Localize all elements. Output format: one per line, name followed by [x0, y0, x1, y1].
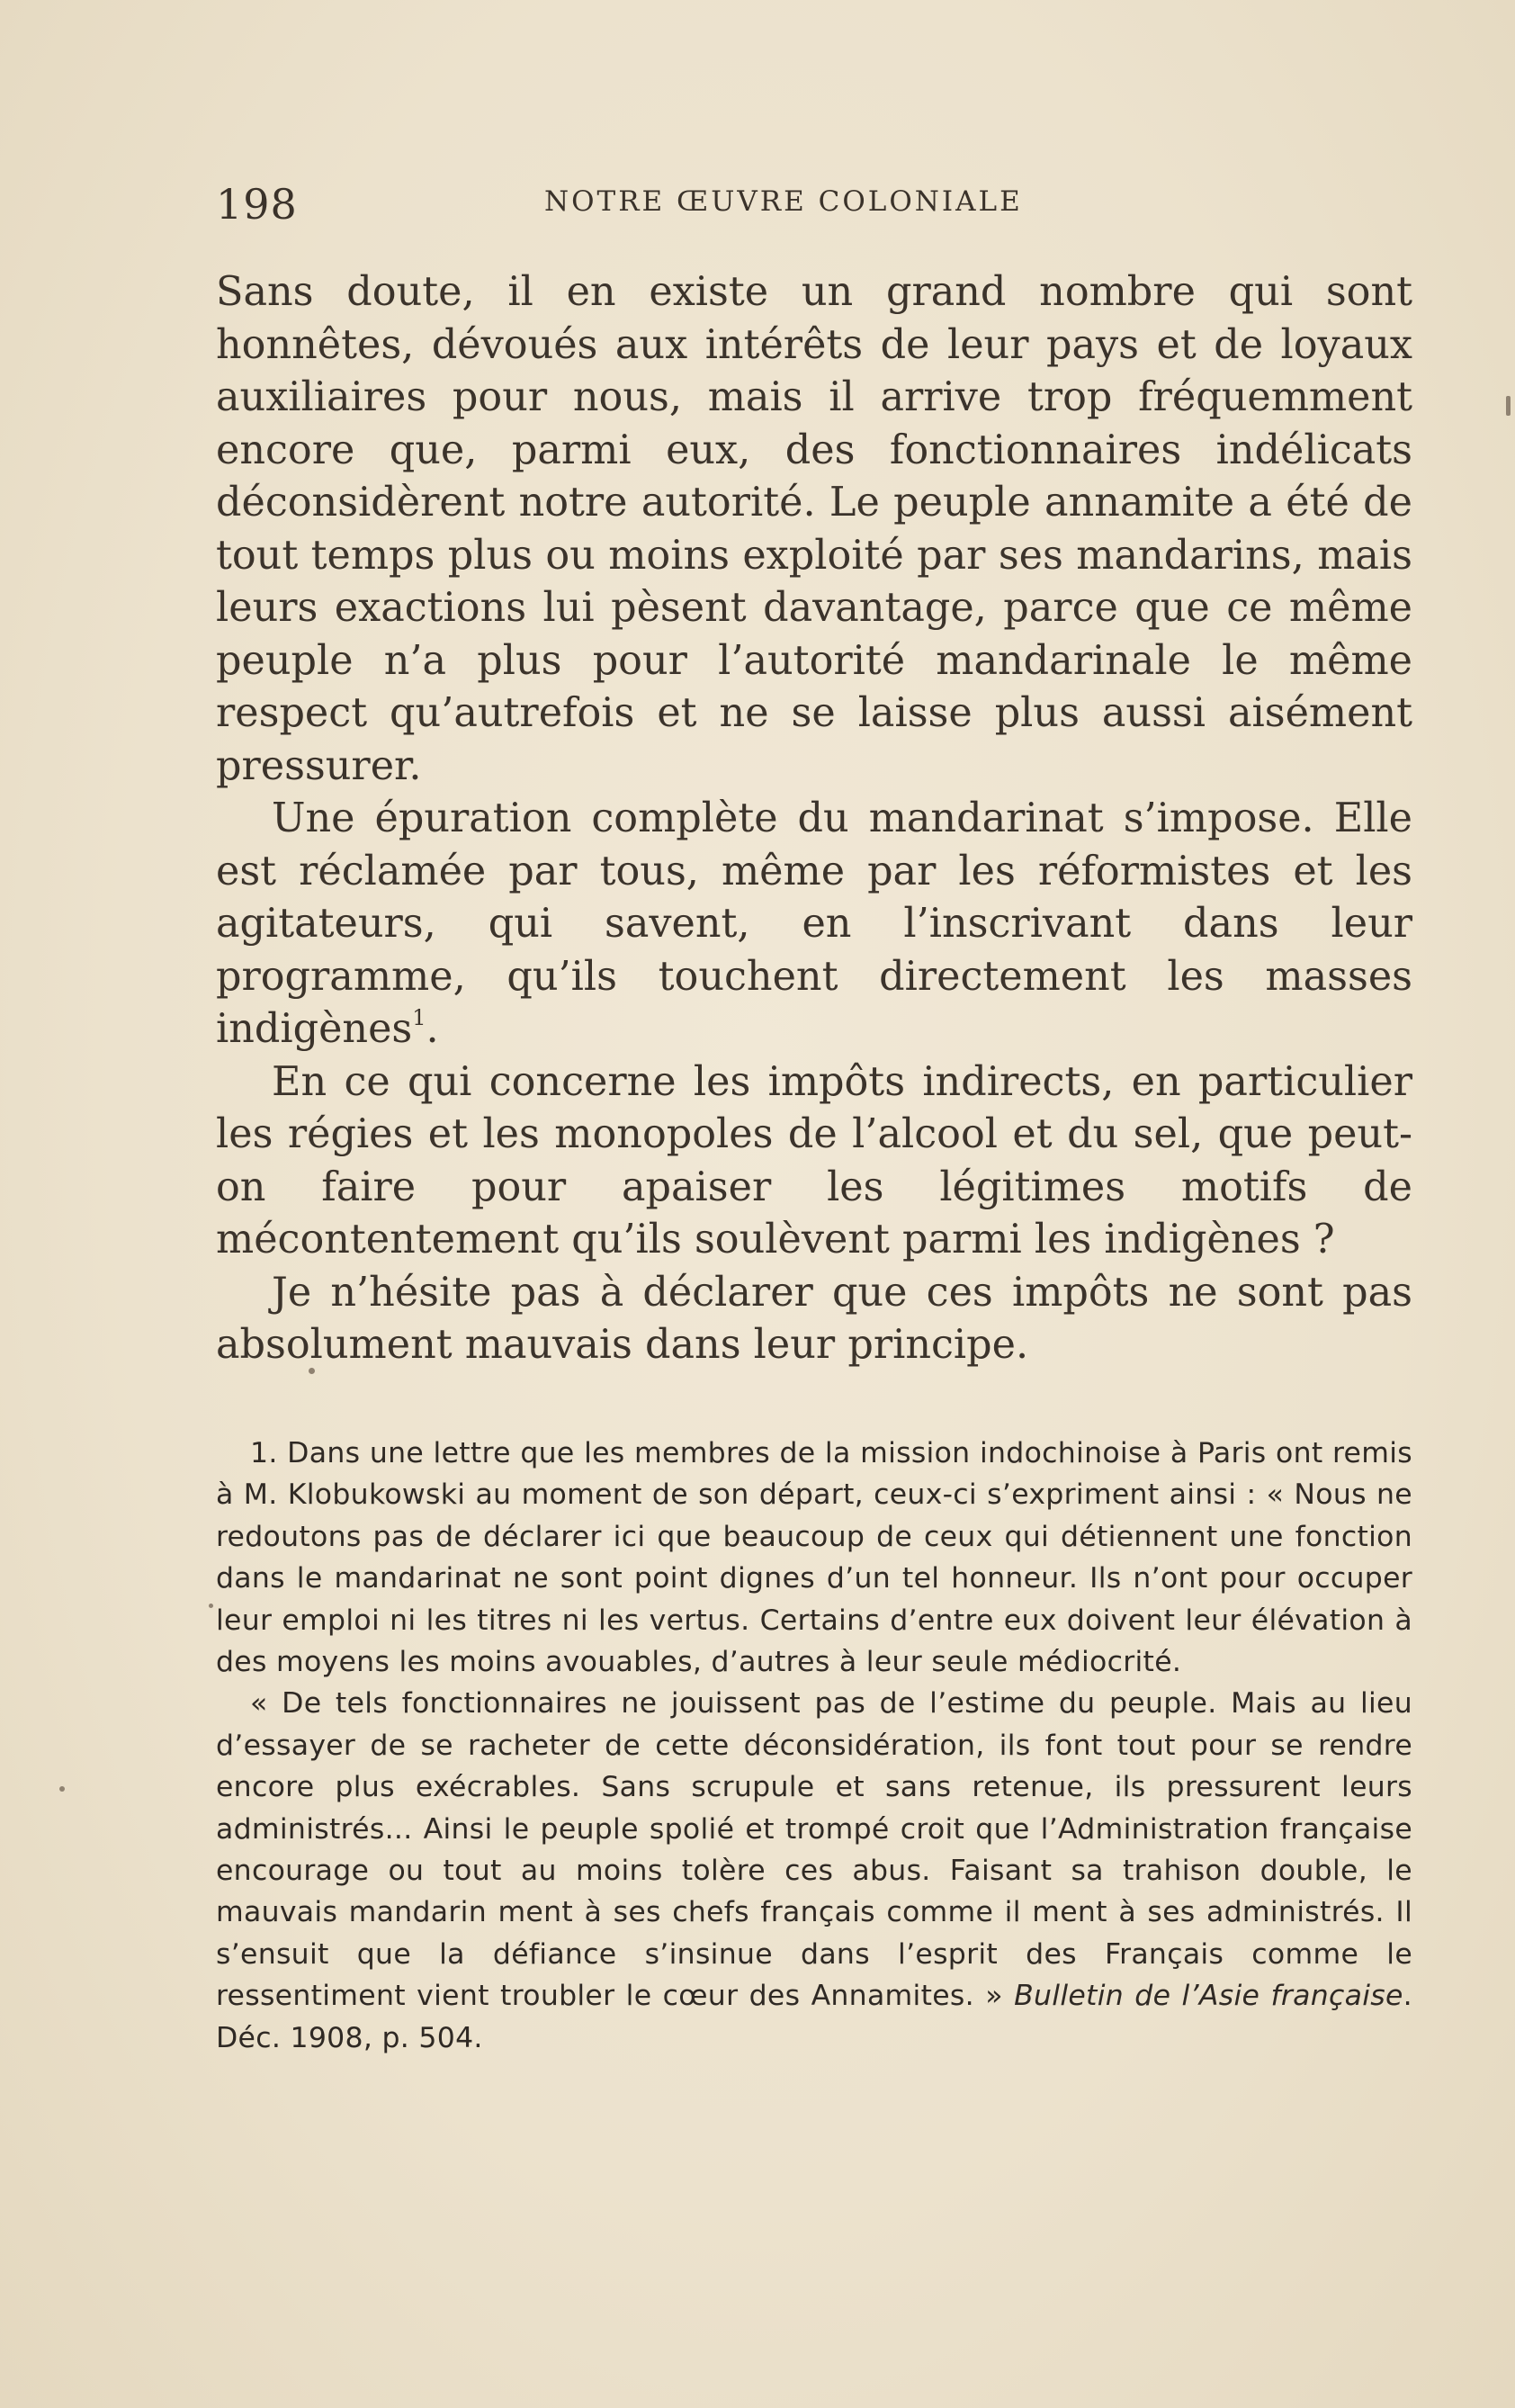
footnote-text: « De tels fonctionnaires ne jouissent pas de l’estime du peuple. Mais au lieu d’essayer de se racheter de cette déconsidération, ils font tout pour se rendre encore plus exécrables. Sans scrupule et sans retenue, ils pressurent leurs administrés... Ainsi le peuple spolié et trompé croit que l’Administration française encourage ou tout au moins tolère ces abus. Faisant sa trahison double, le mauvais mandarin ment à ses chefs français comme il ment à ses administrés. Il s’ensuit que la défiance s’insinue dans l’esprit des Français comme le ressentiment vient troubler le cœur des Annamites. » — [216, 1687, 1412, 2013]
footnote-continuation — [216, 1683, 1412, 2059]
main-text — [216, 266, 1412, 1372]
footnotes — [216, 1433, 1412, 2059]
footnote: 1. Dans une lettre que les membres de la mission indochinoise à Paris ont remis à M. Klobukowski au moment de son départ, ceux-ci s’expriment ainsi : « Nous ne redoutons pas de déclarer ici que beaucoup de ceux qui détiennent une fonction dans le mandarinat ne sont point dignes d’un tel honneur. Ils n’ont pour occuper leur emploi ni les titres ni les vertus. Certains d’entre eux doivent leur élévation à des moyens les moins avouables, d’autres à leur seule médiocrité. — [216, 1437, 1412, 1679]
footnote-source-detail: . Déc. 1908, p. 504. — [216, 1980, 1412, 2054]
paper-speck — [59, 1786, 65, 1792]
footnote-marker: 1 — [412, 1004, 426, 1030]
running-title: NOTRE ŒUVRE COLONIALE — [544, 185, 1023, 218]
page-number: 198 — [216, 180, 298, 229]
page-header — [216, 180, 1421, 234]
paragraph-text: Une épuration complète du mandarinat s’impose. Elle est réclamée par tous, même par les réformistes et les agitateurs, qui savent, en l’inscrivant dans leur programme, qu’ils touchent directement les masses indigènes — [216, 795, 1412, 1052]
paper-speck — [309, 1368, 315, 1374]
paper-speck — [1506, 396, 1511, 416]
paragraph: Sans doute, il en existe un grand nombre qui sont honnêtes, dévoués aux intérêts de leur pays et de loyaux auxiliaires pour nous, mais il arrive trop fréquemment encore que, parmi eux, des fonctionnaires indélicats déconsidèrent notre autorité. Le peuple annamite a été de tout temps plus ou moins exploité par ses mandarins, mais leurs exactions lui pèsent davantage, parce que ce même peuple n’a plus pour l’autorité mandarinale le même respect qu’autrefois et ne se laisse plus aussi aisément pressurer. — [216, 269, 1412, 789]
paragraph: En ce qui concerne les impôts indirects, en particulier les régies et les monopoles de l’alcool et du sel, que peut-on faire pour apaiser les légitimes motifs de mécontentement qu’ils soulèvent parmi les indigènes ? — [216, 1058, 1412, 1262]
footnote-source-title: Bulletin de l’Asie française — [1014, 1980, 1403, 2013]
paper-speck — [209, 1604, 213, 1608]
paragraph-end-punct: . — [426, 1006, 439, 1052]
paragraph: Je n’hésite pas à déclarer que ces impôts ne sont pas absolument mauvais dans leur principe. — [216, 1269, 1412, 1368]
paragraph — [216, 793, 1412, 1056]
